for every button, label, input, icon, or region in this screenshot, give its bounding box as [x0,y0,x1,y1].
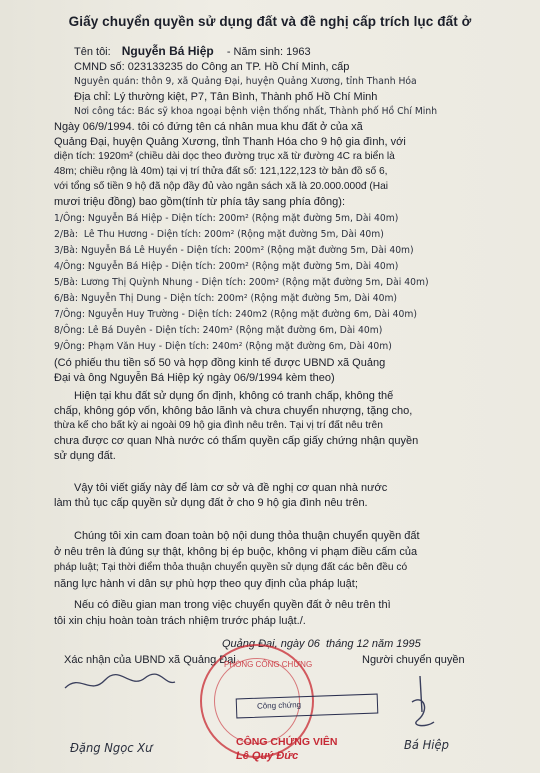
notary-stamp [236,694,379,719]
paragraph-line: tôi xin chịu hoàn toàn trách nhiệm trước pháp luật./. [54,615,306,627]
notary-name: Lê Quý Đức [236,750,299,762]
paragraph-line: 48m; chiều rộng là 40m) tại vị trí thửa đất số: 121,122,123 tờ bản đồ số 6, [54,166,388,177]
transferor-signature [390,672,450,732]
paragraph-line: chấp, không góp vốn, không bảo lãnh và chưa chuyển nhượng, tặng cho, [54,405,413,417]
handwritten-name-right: Bá Hiệp [404,738,449,752]
paragraph-line: làm thủ tục cấp quyền sử dụng đất ở cho 9 hộ gia đình nêu trên. [54,497,368,509]
paragraph-line: Đại và ông Nguyễn Bá Hiệp ký ngày 06/9/1994 kèm theo) [54,372,335,384]
paragraph-line: Quảng Đại, huyện Quảng Xương, tỉnh Thanh Hóa cho 9 hộ gia đình, với [54,136,406,148]
paragraph-line: Vậy tôi viết giấy này để làm cơ sở và đề nghị cơ quan nhà nước [74,482,388,494]
notary-stamp-text: Công chứng [256,700,302,711]
notary-title: CÔNG CHỨNG VIÊN [236,736,338,748]
cmnd-line: CMND số: 023133235 do Công an TP. Hồ Chí Minh, cấp [74,61,350,73]
address-line: Địa chỉ: Lý thường kiệt, P7, Tân Bình, Thành phố Hồ Chí Minh [74,91,378,103]
household-item: 9/Ông: Phạm Văn Huy - Diện tích: 240m² (Rộng mặt đường 6m, Dài 40m) [54,341,392,352]
household-item: 2/Bà: Lê Thu Hương - Diện tích: 200m² (Rộng mặt đường 5m, Dài 40m) [54,229,384,240]
transferor-label: Người chuyển quyền [362,654,465,666]
document-title: Giấy chuyển quyền sử dụng đất và đề nghị cấp trích lục đất ở [68,14,472,29]
paragraph-line: Hiện tại khu đất sử dụng ổn định, không có tranh chấp, không thế [74,390,394,402]
paragraph-line: diện tích: 1920m² (chiều dài dọc theo đường trục xã từ đường 4C ra biển là [54,151,395,162]
household-item: 7/Ông: Nguyễn Huy Trường - Diện tích: 240m2 (Rộng mặt đường 6m, Dài 40m) [54,309,417,320]
paragraph-line: sử dụng đất. [54,450,116,462]
paragraph-line: thừa kế cho bất kỳ ai ngoài 09 hộ gia đình nêu trên. Tại vị trí đất nêu trên [54,420,383,431]
paragraph-line: Ngày 06/9/1994. tôi có đứng tên cá nhân mua khu đất ở của xã [54,121,363,133]
name-line [74,44,311,59]
household-item: 6/Bà: Nguyễn Thị Dung - Diện tích: 200m² (Rộng mặt đường 5m, Dài 40m) [54,293,398,304]
commune-signature [60,668,180,698]
paragraph-line: chưa được cơ quan Nhà nước có thẩm quyền cấp giấy chứng nhận quyền [54,435,419,447]
handwritten-name-left: Đặng Ngọc Xư [70,741,153,755]
date-line: Quảng Đại, ngày 06 tháng 12 năm 1995 [222,638,421,650]
paragraph-line: Chúng tôi xin cam đoan toàn bộ nội dung thỏa thuận chuyển quyền đất [74,530,420,542]
paragraph-line: ở nêu trên là đúng sự thật, không bị ép buộc, không vi phạm điều cấm của [54,546,418,558]
declarant-name: Nguyễn Bá Hiệp [121,44,214,58]
origin-line: Nguyên quán: thôn 9, xã Quảng Đại, huyện Quảng Xương, tỉnh Thanh Hóa [74,76,417,87]
paragraph-line: pháp luật; Tại thời điểm thỏa thuận chuyển quyền sử dụng đất các bên đều có [54,562,408,573]
name-label: Tên tôi: [74,46,111,58]
paragraph-line: mươi triệu đồng) bao gồm(tính từ phía tây sang phía đông): [54,196,345,208]
birth-year: - Năm sinh: 1963 [226,46,311,58]
household-item: 1/Ông: Nguyễn Bá Hiệp - Diện tích: 200m² (Rộng mặt đường 5m, Dài 40m) [54,213,399,224]
household-item: 4/Ông: Nguyễn Bá Hiệp - Diện tích: 200m² (Rộng mặt đường 5m, Dài 40m) [54,261,399,272]
paragraph-line: năng lực hành vi dân sự phù hợp theo quy định của pháp luật; [54,578,358,590]
paragraph-line: Nếu có điều gian man trong việc chuyển quyền đất ở nêu trên thì [74,599,391,611]
paragraph-line: (Có phiếu thu tiền số 50 và hợp đồng kinh tế được UBND xã Quảng [54,357,386,369]
seal-ring-text: PHÒNG CÔNG CHỨNG [224,660,313,669]
workplace-line: Nơi công tác: Bác sỹ khoa ngoại bệnh viện thống nhất, Thành phố Hồ Chí Minh [74,106,438,117]
household-item: 5/Bà: Lương Thị Quỳnh Nhung - Diện tích: 200m² (Rộng mặt đường 5m, Dài 40m) [54,277,429,288]
paragraph-line: với tổng số tiền 9 hộ đã nộp đầy đủ vào ngân sách xã là 20.000.000đ (Hai [54,181,389,192]
household-item: 8/Ông: Lê Bá Duyên - Diện tích: 240m² (Rộng mặt đường 6m, Dài 40m) [54,325,383,336]
commune-confirmation-label: Xác nhận của UBND xã Quảng Đại [64,654,236,666]
household-item: 3/Bà: Nguyễn Bá Lê Huyền - Diện tích: 200m² (Rộng mặt đường 5m, Dài 40m) [54,245,414,256]
